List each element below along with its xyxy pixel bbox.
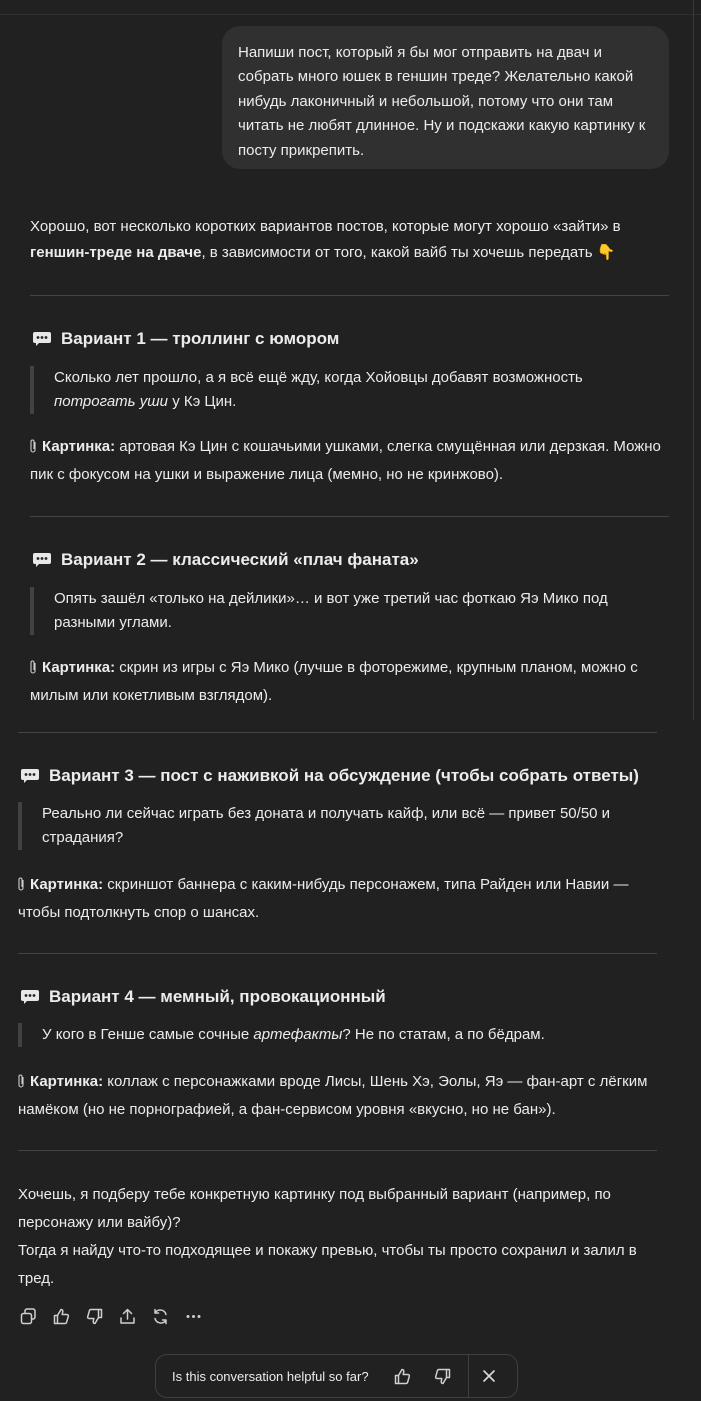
divider xyxy=(30,295,669,296)
quote-text: Реально ли сейчас играть без доната и получать кайф, или всё — привет 50/50 и страдания? xyxy=(42,805,611,846)
user-message-text: Напиши пост, который я бы мог отправить на двач и собрать много юшек в геншин треде? Желательно какой нибудь лаконичный и небольшой, потому что они там читать не любят длинное. Ну и подскажи какую картинку к посту прикрепить. xyxy=(238,44,646,159)
message-actions xyxy=(18,1305,203,1327)
feedback-separator xyxy=(468,1354,469,1398)
good-response-button[interactable] xyxy=(51,1305,71,1327)
thumbs-down-icon xyxy=(86,1308,103,1325)
speech-bubble-icon xyxy=(21,769,39,783)
picture-label: Картинка: xyxy=(42,659,116,676)
share-icon xyxy=(119,1308,136,1325)
variant-1-quote xyxy=(30,366,660,414)
feedback-close-button[interactable] xyxy=(477,1364,501,1388)
picture-label: Картинка: xyxy=(42,438,116,455)
picture-label: Картинка: xyxy=(30,1073,104,1090)
variant-4-title: Вариант 4 — мемный, провокационный xyxy=(49,987,386,1006)
variant-4-picture xyxy=(18,1068,663,1124)
paperclip-icon xyxy=(18,1070,25,1084)
divider xyxy=(18,732,657,733)
top-divider xyxy=(0,14,701,15)
scrollbar-track[interactable] xyxy=(693,0,694,720)
quote-italic: артефакты xyxy=(253,1026,343,1043)
assistant-intro xyxy=(30,214,670,266)
copy-icon xyxy=(20,1308,37,1325)
speech-bubble-icon xyxy=(33,332,51,346)
quote-text: У кого в Генше самые сочные xyxy=(42,1026,254,1043)
picture-text: скриншот баннера с каким-нибудь персонажем, типа Райден или Навии — чтобы подтолкнуть спор о шансах. xyxy=(18,876,629,921)
picture-label: Картинка: xyxy=(30,876,104,893)
regenerate-button[interactable] xyxy=(150,1305,170,1327)
divider xyxy=(18,953,657,954)
speech-bubble-icon xyxy=(21,990,39,1004)
bad-response-button[interactable] xyxy=(84,1305,104,1327)
paperclip-icon xyxy=(30,435,37,449)
intro-text: Хорошо, вот несколько коротких вариантов постов, которые могут хорошо «зайти» в xyxy=(30,218,621,235)
closing-line-1: Хочешь, я подберу тебе конкретную картинку под выбранный вариант (например, по персонажу или вайбу)? xyxy=(18,1186,611,1231)
picture-text: скрин из игры с Яэ Мико (лучше в фоторежиме, крупным планом, можно с милым или кокетливым взглядом). xyxy=(30,659,638,704)
feedback-thumbs-up-button[interactable] xyxy=(390,1364,414,1388)
refresh-icon xyxy=(152,1308,169,1325)
variant-2-heading xyxy=(33,547,419,573)
thumbs-up-icon xyxy=(53,1308,70,1325)
feedback-question: Is this conversation helpful so far? xyxy=(172,1368,369,1384)
variant-4-heading xyxy=(21,984,386,1010)
variant-2-title: Вариант 2 — классический «плач фаната» xyxy=(61,550,419,569)
picture-text: артовая Кэ Цин с кошачьими ушками, слегка смущённая или дерзкая. Можно пик с фокусом на ушки и выражение лица (мемно, но не кринжово). xyxy=(30,438,661,483)
share-button[interactable] xyxy=(117,1305,137,1327)
ellipsis-icon xyxy=(185,1308,202,1325)
variant-1-picture xyxy=(30,433,670,489)
feedback-prompt xyxy=(155,1354,518,1398)
point-down-emoji: 👇 xyxy=(596,244,616,261)
variant-1-heading xyxy=(33,326,339,352)
variant-2-picture xyxy=(30,654,670,710)
feedback-thumbs-down-button[interactable] xyxy=(430,1364,454,1388)
intro-text-end: , в зависимости от того, какой вайб ты хочешь передать xyxy=(201,244,593,261)
divider xyxy=(30,516,669,517)
user-message-bubble xyxy=(222,26,669,169)
quote-italic: потрогать уши xyxy=(54,393,169,410)
quote-text-end: ? Не по статам, а по бёдрам. xyxy=(342,1026,545,1043)
paperclip-icon xyxy=(18,873,25,887)
paperclip-icon xyxy=(30,656,37,670)
divider xyxy=(18,1150,657,1151)
close-icon xyxy=(482,1369,496,1383)
closing-line-2: Тогда я найду что-то подходящее и покажу превью, чтобы ты просто сохранил и залил в тред. xyxy=(18,1242,637,1287)
copy-button[interactable] xyxy=(18,1305,38,1327)
picture-text: коллаж с персонажками вроде Лисы, Шень Хэ, Эолы, Яэ — фан-арт с лёгким намёком (но не порнографией, а фан-сервисом уровня «вкусно, но не бан»). xyxy=(18,1073,648,1118)
thumbs-up-icon xyxy=(394,1368,411,1385)
variant-1-title: Вариант 1 — троллинг с юмором xyxy=(61,329,340,348)
quote-text: Сколько лет прошло, а я всё ещё жду, когда Хойовцы добавят возможность xyxy=(54,369,583,386)
speech-bubble-icon xyxy=(33,553,51,567)
variant-3-title: Вариант 3 — пост с наживкой на обсуждение (чтобы собрать ответы) xyxy=(49,766,639,785)
quote-text: Опять зашёл «только на дейлики»… и вот уже третий час фоткаю Яэ Мико под разными углами. xyxy=(54,590,608,631)
closing-paragraph xyxy=(18,1181,668,1293)
thumbs-down-icon xyxy=(434,1368,451,1385)
variant-2-quote xyxy=(30,587,660,635)
variant-3-picture xyxy=(18,871,658,927)
variant-3-heading xyxy=(21,763,639,789)
variant-3-quote xyxy=(18,802,658,850)
variant-4-quote xyxy=(18,1023,658,1047)
quote-text-end: у Кэ Цин. xyxy=(168,393,237,410)
intro-bold: геншин-треде на дваче xyxy=(30,244,202,261)
more-options-button[interactable] xyxy=(183,1305,203,1327)
